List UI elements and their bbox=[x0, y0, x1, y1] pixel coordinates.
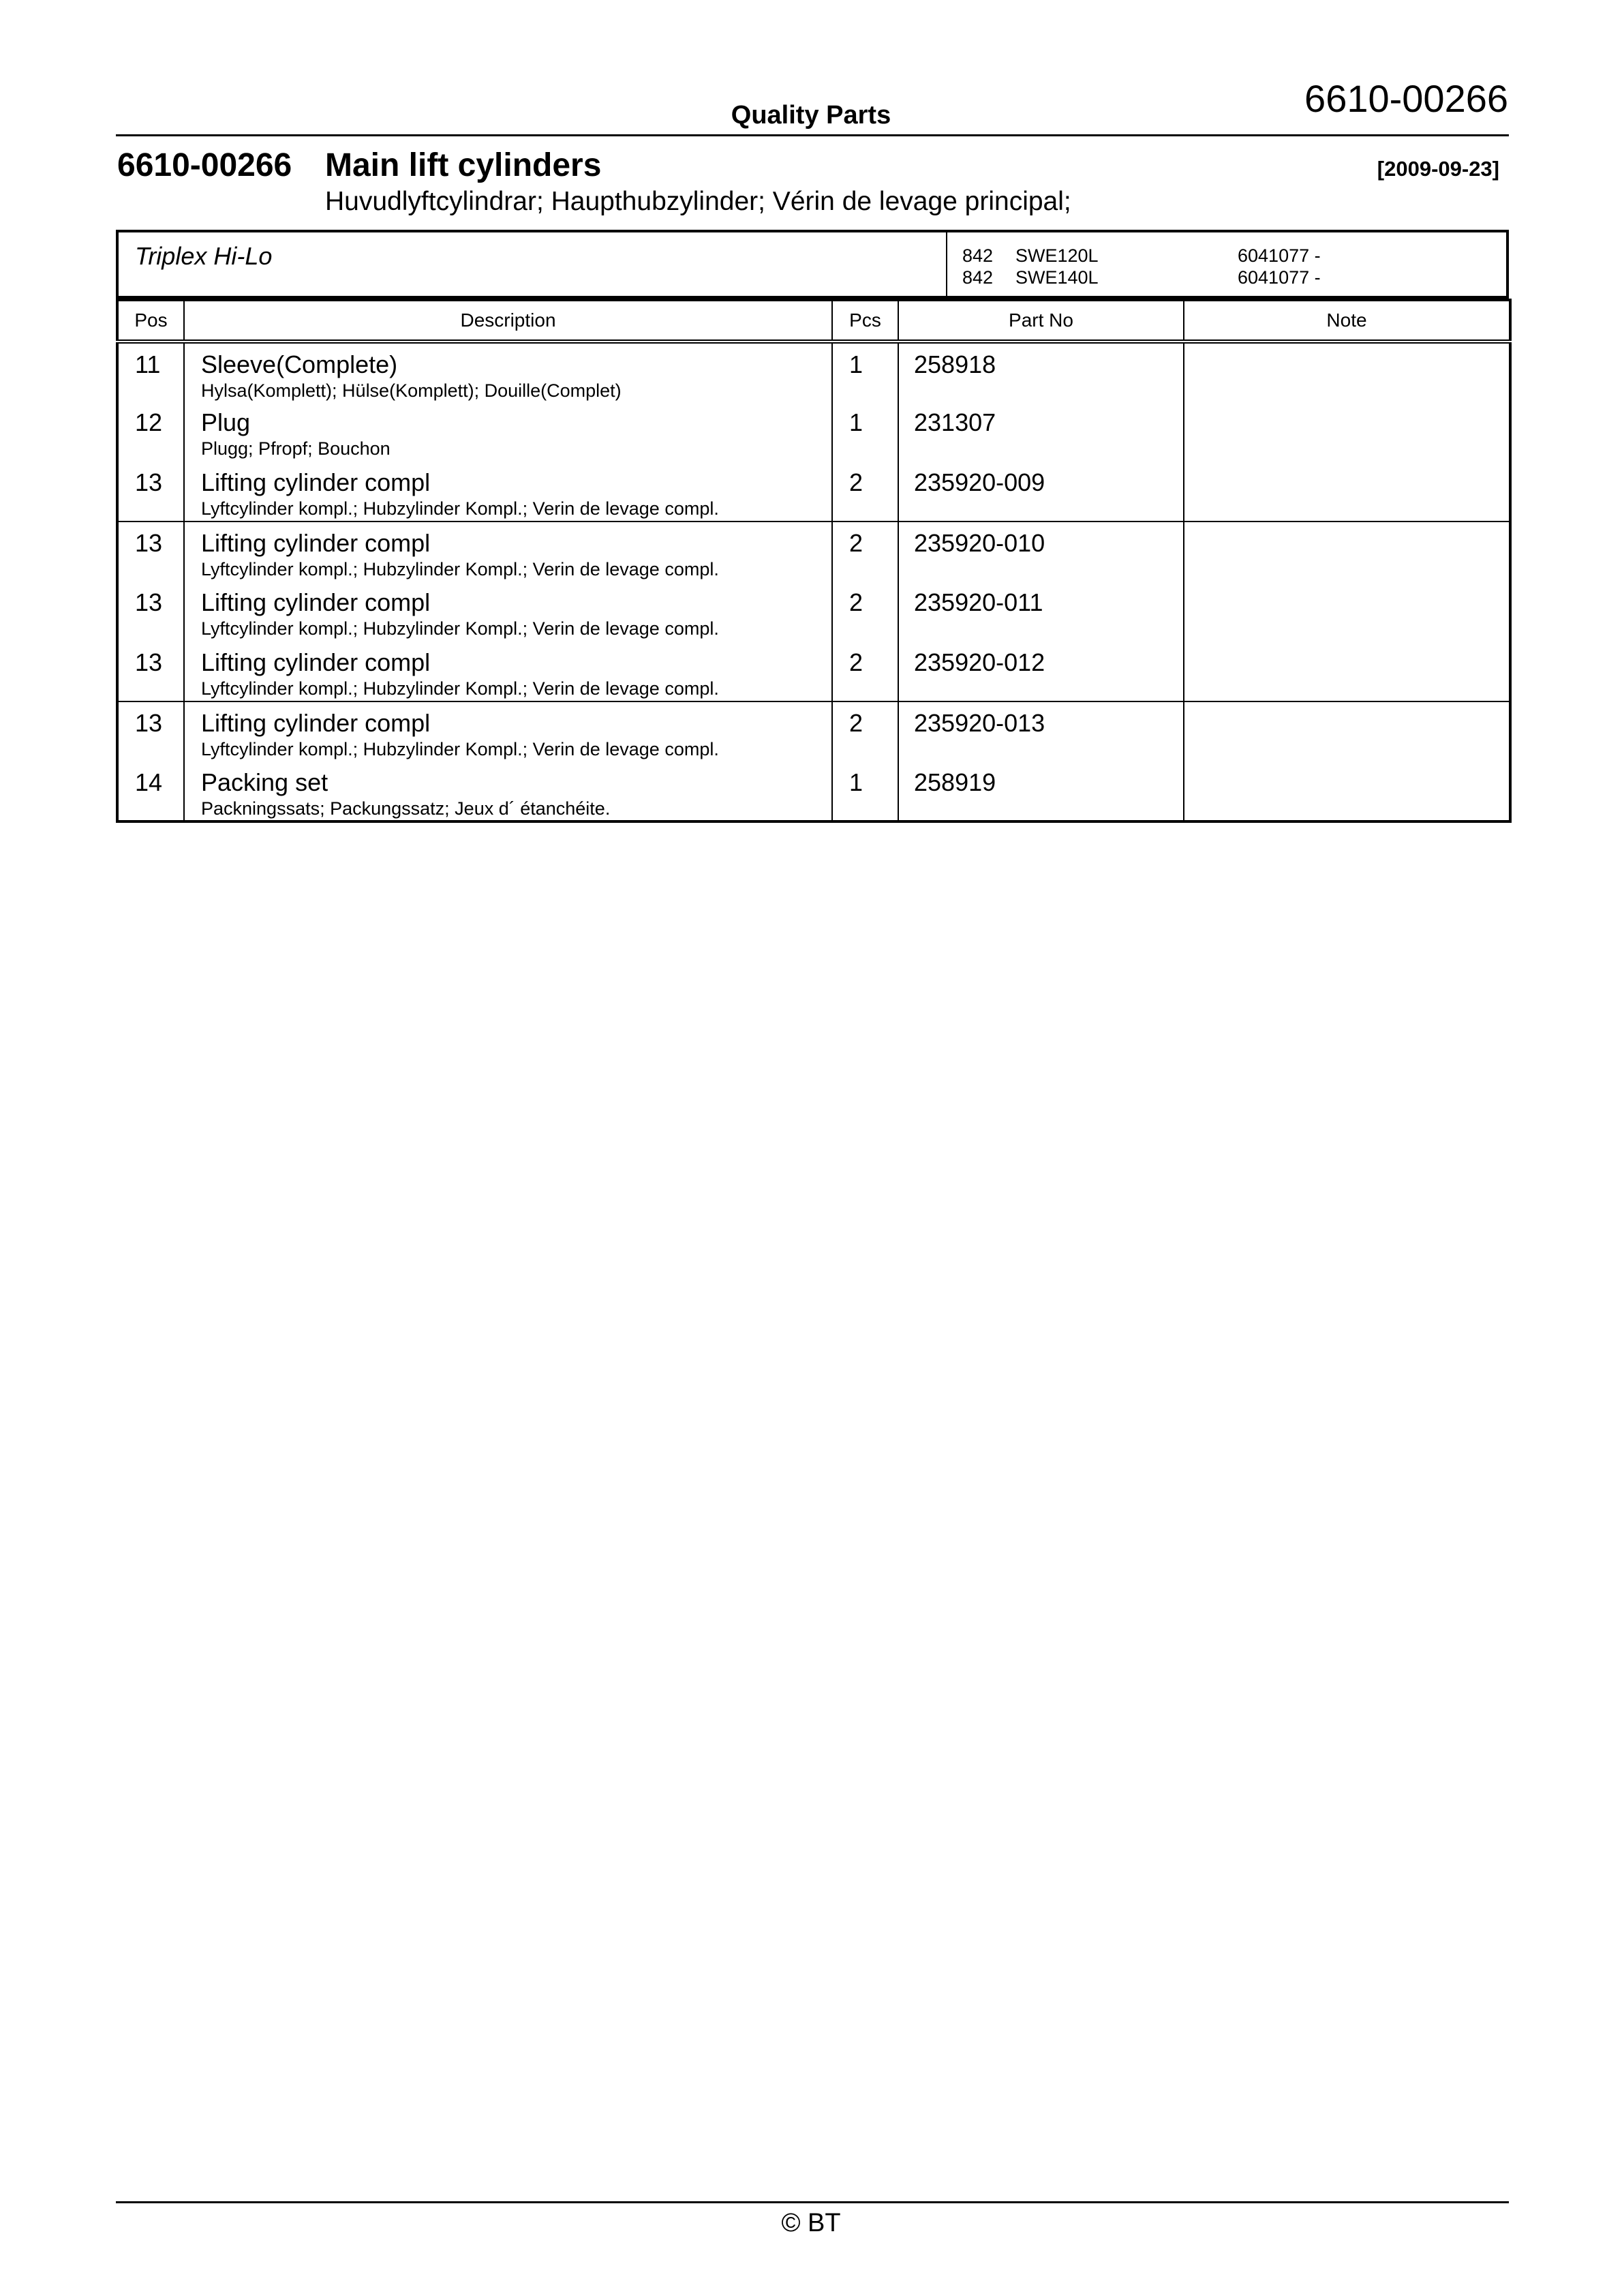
description-translations: Lyftcylinder kompl.; Hubzylinder Kompl.; Verin de levage compl. bbox=[201, 618, 719, 639]
cell-note bbox=[1184, 522, 1510, 581]
model-box bbox=[116, 230, 1509, 299]
cell-pcs: 2 bbox=[832, 641, 898, 701]
model-divider bbox=[946, 232, 947, 296]
cell-note bbox=[1184, 761, 1510, 821]
table-row bbox=[117, 761, 1510, 821]
cell-description bbox=[184, 761, 832, 821]
cell-description bbox=[184, 342, 832, 402]
cell-note bbox=[1184, 462, 1510, 522]
cell-pcs: 1 bbox=[832, 342, 898, 402]
cell-pos: 11 bbox=[135, 350, 161, 378]
cell-part-no: 231307 bbox=[898, 402, 1184, 462]
cell-pcs: 1 bbox=[832, 761, 898, 821]
col-header-note: Note bbox=[1184, 300, 1510, 342]
cell-pcs: 2 bbox=[832, 701, 898, 761]
cell-description bbox=[184, 522, 832, 581]
description-main: Lifting cylinder compl bbox=[201, 588, 431, 616]
cell-description bbox=[184, 701, 832, 761]
table-row bbox=[117, 641, 1510, 701]
model-code: 842 bbox=[962, 245, 994, 266]
model-serial: 6041077 - bbox=[1238, 267, 1321, 288]
col-header-pos: Pos bbox=[117, 300, 184, 342]
cell-part-no: 258918 bbox=[898, 342, 1184, 402]
description-translations: Lyftcylinder kompl.; Hubzylinder Kompl.; Verin de levage compl. bbox=[201, 559, 719, 579]
cell-note bbox=[1184, 342, 1510, 402]
description-main: Plug bbox=[201, 408, 251, 436]
table-row bbox=[117, 581, 1510, 641]
cell-note bbox=[1184, 701, 1510, 761]
col-header-part-no: Part No bbox=[898, 300, 1184, 342]
description-main: Packing set bbox=[201, 768, 328, 796]
section-date: [2009-09-23] bbox=[1377, 157, 1499, 181]
section-code: 6610-00266 bbox=[117, 147, 292, 183]
cell-part-no: 235920-011 bbox=[898, 581, 1184, 641]
model-name: Triplex Hi-Lo bbox=[135, 242, 273, 270]
cell-pos: 12 bbox=[135, 408, 163, 436]
cell-part-no: 235920-010 bbox=[898, 522, 1184, 581]
cell-description bbox=[184, 462, 832, 522]
cell-pcs: 2 bbox=[832, 522, 898, 581]
model-list bbox=[962, 245, 1321, 288]
model-serial: 6041077 - bbox=[1238, 245, 1321, 266]
header-title: Quality Parts bbox=[731, 101, 891, 130]
table-row bbox=[117, 342, 1510, 402]
header-divider bbox=[116, 134, 1509, 136]
table-row bbox=[117, 462, 1510, 522]
cell-pos: 13 bbox=[135, 709, 163, 737]
cell-part-no: 235920-009 bbox=[898, 462, 1184, 522]
cell-part-no: 235920-012 bbox=[898, 641, 1184, 701]
cell-description bbox=[184, 641, 832, 701]
footer-copyright: © BT bbox=[781, 2209, 841, 2237]
table-header-row bbox=[117, 300, 1510, 342]
section-title: Main lift cylinders bbox=[325, 147, 602, 183]
cell-pcs: 2 bbox=[832, 462, 898, 522]
description-translations: Plugg; Pfropf; Bouchon bbox=[201, 438, 391, 459]
parts-table bbox=[116, 299, 1512, 823]
model-row bbox=[962, 267, 1321, 288]
description-main: Lifting cylinder compl bbox=[201, 468, 431, 496]
description-main: Lifting cylinder compl bbox=[201, 529, 431, 557]
header-doc-number: 6610-00266 bbox=[1304, 77, 1508, 120]
cell-pos: 13 bbox=[117, 462, 184, 522]
cell-pos: 13 bbox=[135, 588, 163, 616]
cell-note bbox=[1184, 581, 1510, 641]
section-subtitle: Huvudlyftcylindrar; Haupthubzylinder; Vérin de levage principal; bbox=[325, 187, 1071, 216]
cell-pcs: 1 bbox=[832, 402, 898, 462]
model-model: SWE120L bbox=[1015, 245, 1099, 266]
cell-pos: 14 bbox=[135, 768, 163, 796]
cell-pos: 13 bbox=[135, 529, 163, 557]
col-header-pcs: Pcs bbox=[832, 300, 898, 342]
cell-description bbox=[184, 581, 832, 641]
cell-part-no: 258919 bbox=[898, 761, 1184, 821]
cell-description bbox=[184, 402, 832, 462]
footer-divider bbox=[116, 2201, 1509, 2203]
table-row bbox=[117, 701, 1510, 761]
cell-pcs: 2 bbox=[832, 581, 898, 641]
description-translations: Hylsa(Komplett); Hülse(Komplett); Douille(Complet) bbox=[201, 380, 622, 401]
model-row bbox=[962, 245, 1321, 267]
col-header-description: Description bbox=[184, 300, 832, 342]
description-translations: Lyftcylinder kompl.; Hubzylinder Kompl.; Verin de levage compl. bbox=[201, 498, 719, 519]
cell-pos: 13 bbox=[117, 641, 184, 701]
description-translations: Packningssats; Packungssatz; Jeux d´ étanchéite. bbox=[201, 798, 611, 819]
cell-note bbox=[1184, 402, 1510, 462]
table-row bbox=[117, 522, 1510, 581]
description-main: Sleeve(Complete) bbox=[201, 350, 398, 378]
model-code: 842 bbox=[962, 267, 994, 288]
model-model: SWE140L bbox=[1015, 267, 1099, 288]
description-main: Lifting cylinder compl bbox=[201, 709, 431, 737]
table-row bbox=[117, 402, 1510, 462]
description-translations: Lyftcylinder kompl.; Hubzylinder Kompl.; Verin de levage compl. bbox=[201, 739, 719, 759]
cell-part-no: 235920-013 bbox=[898, 701, 1184, 761]
description-translations: Lyftcylinder kompl.; Hubzylinder Kompl.; Verin de levage compl. bbox=[201, 678, 719, 699]
description-main: Lifting cylinder compl bbox=[201, 648, 431, 676]
cell-note bbox=[1184, 641, 1510, 701]
